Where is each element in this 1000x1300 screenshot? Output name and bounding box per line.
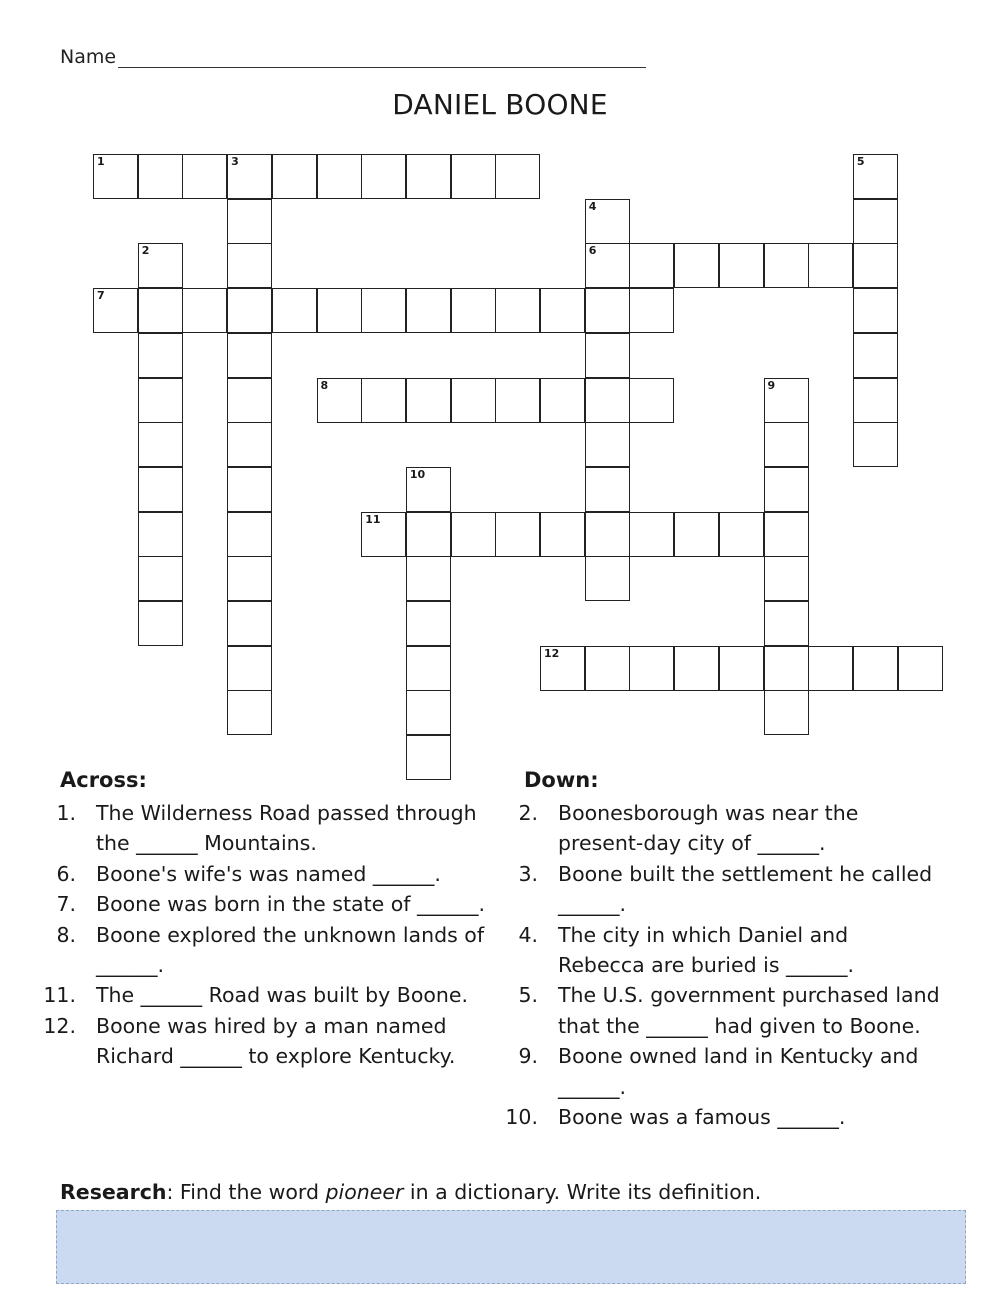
crossword-cell[interactable] [138, 512, 183, 557]
crossword-cell[interactable] [406, 467, 451, 512]
crossword-cell[interactable] [182, 154, 227, 199]
crossword-cell[interactable] [227, 154, 272, 199]
clue-item-text: Boone was hired by a man named Richard ______ to explore Kentucky. [96, 1013, 456, 1069]
crossword-cell[interactable] [719, 243, 764, 288]
clue-item-text: The city in which Daniel and Rebecca are buried is ______. [558, 922, 855, 978]
clue-item [500, 1102, 940, 1132]
down-clues [500, 798, 940, 1132]
clue-item-text: Boone was a famous ______. [558, 1105, 846, 1130]
clue-item-number: 12. [43, 1013, 76, 1038]
crossword-cell[interactable] [585, 378, 630, 423]
crossword-cell[interactable] [272, 288, 317, 333]
crossword-cell[interactable] [272, 154, 317, 199]
crossword-cell[interactable] [406, 601, 451, 646]
crossword-cell[interactable] [540, 646, 585, 691]
clue-item-number: 1. [56, 801, 76, 825]
crossword-cell[interactable] [495, 288, 540, 333]
crossword-cell[interactable] [406, 735, 451, 780]
clue-item-number: 6. [56, 861, 76, 886]
crossword-cell[interactable] [406, 378, 451, 423]
research-text-before: : Find the word [166, 1180, 326, 1204]
crossword-cell[interactable] [138, 601, 183, 646]
clue-item [38, 980, 508, 1010]
crossword-cell[interactable] [764, 646, 809, 691]
crossword-cell[interactable] [406, 646, 451, 691]
clue-item [500, 798, 940, 859]
crossword-cell[interactable] [764, 512, 809, 557]
crossword-cell[interactable] [853, 154, 898, 199]
crossword-cell[interactable] [853, 199, 898, 244]
across-heading: Across: [60, 768, 147, 792]
clue-item-number: 9. [518, 1044, 538, 1069]
crossword-cell[interactable] [764, 467, 809, 512]
crossword-cell[interactable] [451, 288, 496, 333]
crossword-cell[interactable] [227, 422, 272, 467]
research-text-after: in a dictionary. Write its definition. [403, 1180, 762, 1204]
clue-item-number: 7. [56, 892, 76, 917]
crossword-cell[interactable] [495, 378, 540, 423]
clue-number: 5 [856, 155, 865, 168]
research-prompt [60, 1180, 761, 1204]
crossword-cell[interactable] [764, 556, 809, 601]
crossword-cell[interactable] [93, 154, 138, 199]
clue-item-text: Boone was born in the state of ______. [96, 892, 486, 917]
crossword-cell[interactable] [182, 288, 227, 333]
clue-item [38, 798, 508, 859]
clue-item [500, 859, 940, 920]
crossword-cell[interactable] [585, 467, 630, 512]
crossword-cell[interactable] [227, 288, 272, 333]
crossword-cell[interactable] [898, 646, 943, 691]
crossword-cell[interactable] [629, 288, 674, 333]
crossword-cell[interactable] [853, 288, 898, 333]
crossword-cell[interactable] [764, 422, 809, 467]
clue-item-number: 4. [518, 922, 538, 947]
crossword-cell[interactable] [138, 333, 183, 378]
crossword-cell[interactable] [138, 467, 183, 512]
clue-item [500, 920, 940, 981]
clue-item-number: 5. [518, 983, 538, 1008]
crossword-cell[interactable] [227, 556, 272, 601]
research-answer-box[interactable] [56, 1210, 966, 1284]
crossword-cell[interactable] [406, 288, 451, 333]
crossword-cell[interactable] [585, 556, 630, 601]
crossword-cell[interactable] [853, 243, 898, 288]
crossword-cell[interactable] [227, 646, 272, 691]
crossword-cell[interactable] [361, 154, 406, 199]
crossword-cell[interactable] [495, 512, 540, 557]
clue-item [500, 980, 940, 1041]
crossword-cell[interactable] [406, 690, 451, 735]
clue-number: 12 [544, 646, 560, 660]
crossword-cell[interactable] [674, 243, 719, 288]
research-label: Research [60, 1180, 167, 1204]
crossword-cell[interactable] [629, 378, 674, 423]
crossword-cell[interactable] [764, 601, 809, 646]
crossword-cell[interactable] [227, 467, 272, 512]
clue-item [38, 859, 508, 889]
crossword-cell[interactable] [629, 243, 674, 288]
crossword-cell[interactable] [808, 646, 853, 691]
crossword-cell[interactable] [853, 422, 898, 467]
crossword-cell[interactable] [585, 288, 630, 333]
clue-number: 7 [97, 289, 105, 303]
clue-number: 3 [231, 155, 239, 168]
crossword-cell[interactable] [138, 154, 183, 199]
crossword-cell[interactable] [585, 422, 630, 467]
clue-item-number: 11. [43, 983, 76, 1008]
research-word: pioneer [325, 1180, 404, 1204]
crossword-cell[interactable] [227, 333, 272, 378]
crossword-cell[interactable] [585, 199, 630, 244]
crossword-cell[interactable] [361, 512, 406, 557]
crossword-cell[interactable] [138, 422, 183, 467]
crossword-cell[interactable] [808, 243, 853, 288]
clue-item-text: Boone's wife's was named ______. [96, 861, 441, 886]
crossword-cell[interactable] [629, 646, 674, 691]
clue-item-number: 2. [518, 801, 538, 825]
crossword-cell[interactable] [540, 288, 585, 333]
clue-number: 4 [588, 199, 597, 213]
clue-number: 10 [409, 467, 426, 481]
crossword-cell[interactable] [138, 556, 183, 601]
name-label: Name [60, 46, 117, 68]
clue-number: 2 [141, 244, 150, 258]
crossword-cell[interactable] [406, 154, 451, 199]
clue-item-text: Boone built the settlement he called ______. [558, 861, 933, 917]
crossword-cell[interactable] [317, 154, 362, 199]
crossword-cell[interactable] [227, 199, 272, 244]
crossword-cell[interactable] [93, 288, 138, 333]
crossword-cell[interactable] [227, 512, 272, 557]
crossword-cell[interactable] [585, 646, 630, 691]
crossword-cell[interactable] [674, 646, 719, 691]
crossword-cell[interactable] [227, 601, 272, 646]
crossword-cell[interactable] [227, 690, 272, 735]
clue-item [38, 1011, 508, 1072]
clue-item-text: The ______ Road was built by Boone. [96, 983, 469, 1008]
crossword-cell[interactable] [674, 512, 719, 557]
crossword-cell[interactable] [853, 378, 898, 423]
clue-item [38, 920, 508, 981]
clue-number: 9 [767, 378, 776, 392]
crossword-cell[interactable] [719, 512, 764, 557]
clue-item-number: 10. [505, 1105, 538, 1130]
crossword-cell[interactable] [451, 154, 496, 199]
crossword-cell[interactable] [406, 556, 451, 601]
clue-item-text: The Wilderness Road passed through the ______ Mountains. [96, 801, 477, 856]
across-clues [38, 798, 508, 1072]
crossword-cell[interactable] [138, 378, 183, 423]
clue-item-text: Boonesborough was near the present-day city of ______. [558, 801, 859, 856]
crossword-cell[interactable] [585, 243, 630, 288]
clue-item-number: 8. [56, 922, 76, 947]
clue-number: 8 [320, 378, 329, 392]
clue-number: 1 [97, 155, 105, 168]
crossword-cell[interactable] [853, 333, 898, 378]
crossword-cell[interactable] [764, 690, 809, 735]
down-heading: Down: [524, 768, 599, 792]
worksheet-title: DANIEL BOONE [392, 88, 608, 121]
crossword-cell[interactable] [764, 243, 809, 288]
clue-item-number: 3. [518, 861, 538, 886]
clue-item-text: The U.S. government purchased land that the ______ had given to Boone. [558, 983, 940, 1038]
clue-item [38, 889, 508, 919]
crossword-cell[interactable] [585, 512, 630, 557]
crossword-cell[interactable] [540, 378, 585, 423]
clue-number: 11 [365, 512, 381, 526]
crossword-cell[interactable] [361, 288, 406, 333]
crossword-cell[interactable] [317, 288, 362, 333]
crossword-cell[interactable] [138, 243, 183, 288]
crossword-cell[interactable] [451, 512, 496, 557]
clue-item [500, 1041, 940, 1102]
crossword-cell[interactable] [451, 378, 496, 423]
crossword-cell[interactable] [227, 243, 272, 288]
crossword-cell[interactable] [495, 154, 540, 199]
crossword-cell[interactable] [361, 378, 406, 423]
crossword-cell[interactable] [406, 512, 451, 557]
crossword-cell[interactable] [764, 378, 809, 423]
clue-item-text: Boone explored the unknown lands of ______. [96, 922, 485, 978]
crossword-cell[interactable] [719, 646, 764, 691]
crossword-cell[interactable] [629, 512, 674, 557]
clue-number: 6 [588, 244, 597, 258]
crossword-cell[interactable] [138, 288, 183, 333]
crossword-cell[interactable] [540, 512, 585, 557]
clue-item-text: Boone owned land in Kentucky and ______. [558, 1044, 919, 1099]
crossword-cell[interactable] [227, 378, 272, 423]
crossword-cell[interactable] [853, 646, 898, 691]
crossword-cell[interactable] [317, 378, 362, 423]
crossword-cell[interactable] [585, 333, 630, 378]
